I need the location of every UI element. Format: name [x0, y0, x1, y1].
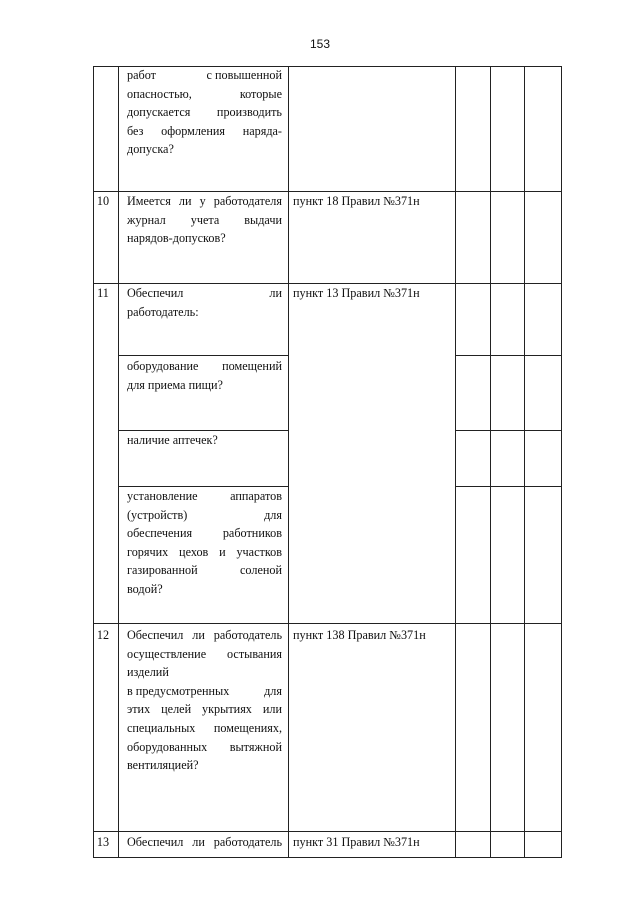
question-text: Обеспечил ли работодатель: — [127, 286, 282, 319]
subquestion-text: оборудование помещений для приема пищи? — [127, 359, 282, 392]
legal-reference: пункт 13 Правил №371н — [293, 286, 420, 300]
row-number: 13 — [96, 835, 110, 849]
question-text: Имеется ли у работодателя журнал учета выдачи нарядов-допусков? — [127, 194, 282, 246]
column-border — [455, 66, 456, 858]
column-border — [93, 66, 94, 858]
row-number: 12 — [96, 628, 110, 642]
legal-reference: пункт 31 Правил №371н — [293, 835, 420, 849]
column-border — [288, 66, 289, 858]
legal-reference: пункт 138 Правил №371н — [293, 628, 426, 642]
column-border — [524, 66, 525, 858]
column-border — [561, 66, 562, 858]
subrow-border — [455, 486, 561, 487]
subrow-border — [118, 355, 288, 356]
column-border — [490, 66, 491, 858]
subquestion-text: наличие аптечек? — [127, 433, 218, 447]
question-text: Обеспечил ли работодатель — [127, 835, 282, 849]
page-number: 153 — [309, 37, 331, 51]
legal-reference: пункт 18 Правил №371н — [293, 194, 420, 208]
question-text: работ с повышенной опасностью, которые допускается производить без оформления наряда- допуска? — [127, 68, 282, 157]
row-number: 10 — [96, 194, 110, 208]
row-number: 11 — [97, 286, 109, 300]
column-border — [118, 66, 119, 858]
question-text: Обеспечил ли работодатель осуществление остывания изделий в предусмотренных для этих целей укрытиях или специальных помещениях, оборудованных вытяжной вентиляцией? — [127, 628, 282, 773]
subquestion-text: установление аппаратов (устройств) для обеспечения работников горячих цехов и участков газированной соленой водой? — [127, 489, 282, 596]
subrow-border — [455, 430, 561, 431]
subrow-border — [455, 355, 561, 356]
